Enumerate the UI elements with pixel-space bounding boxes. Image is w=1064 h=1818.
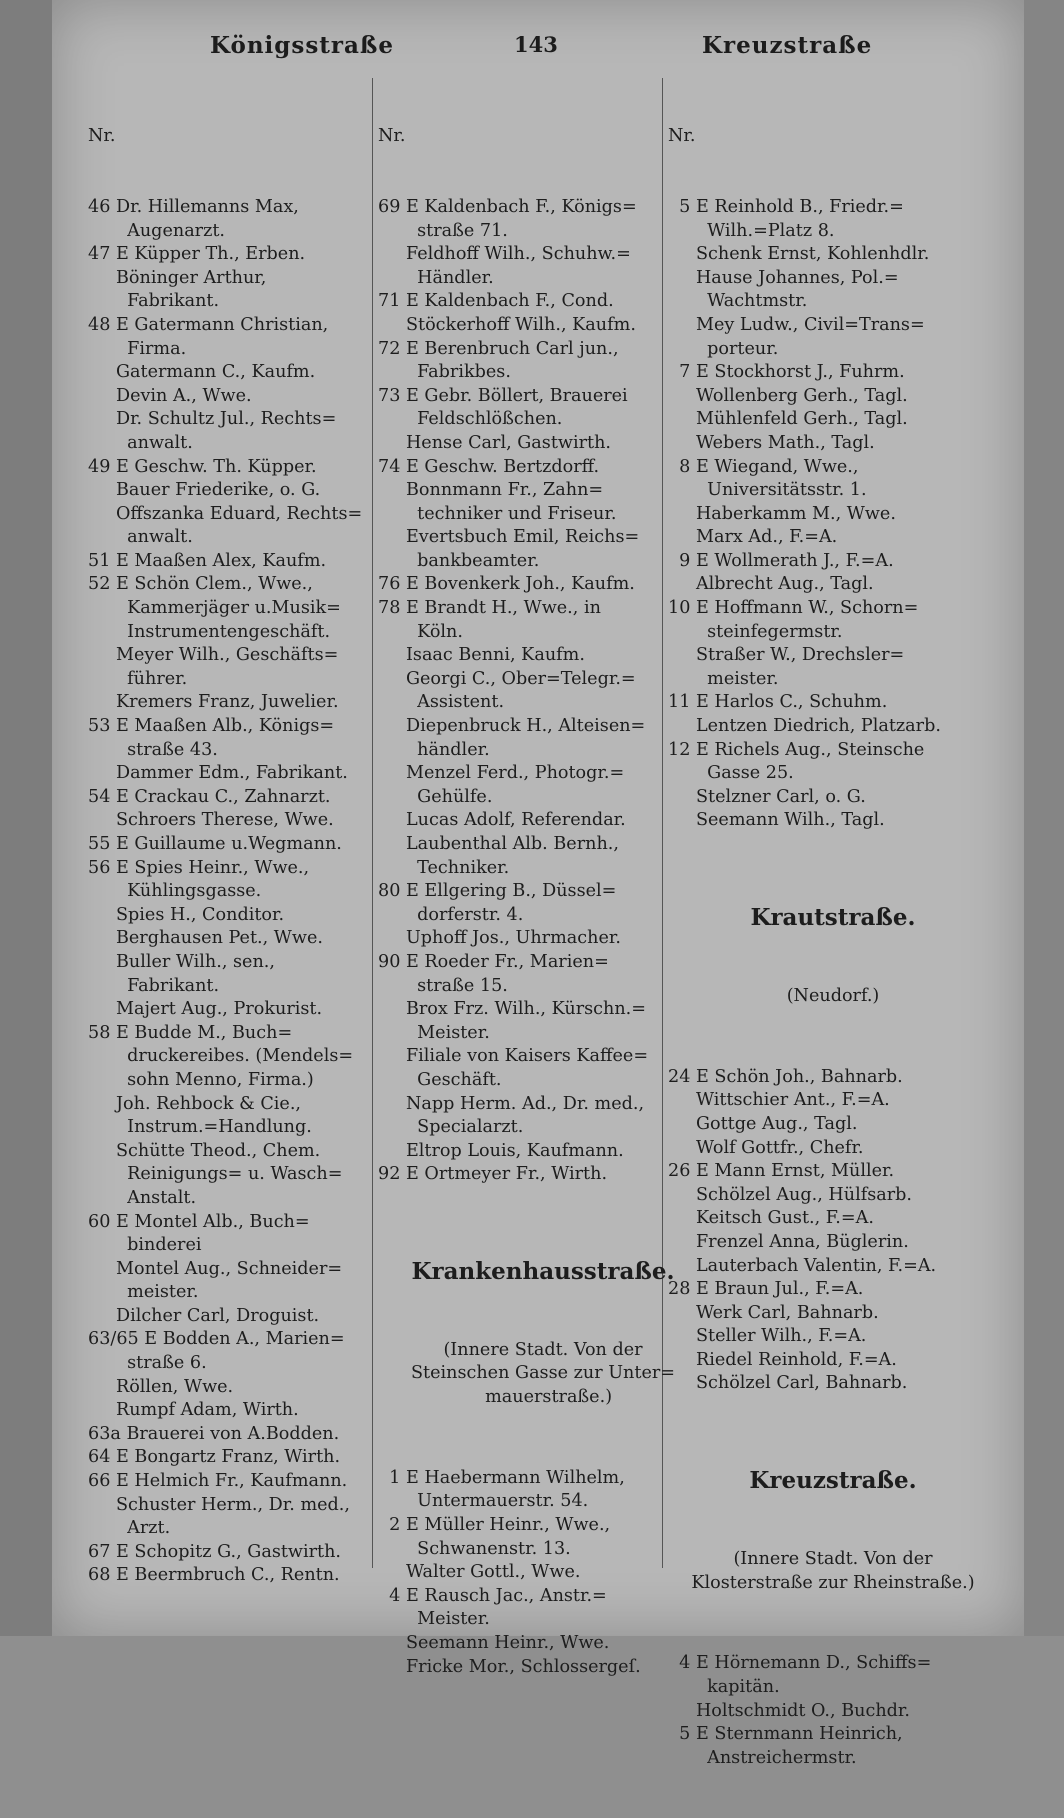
directory-entry-line: Wilh.=Platz 8.	[668, 220, 835, 241]
directory-entry-line: Filiale von Kaisers Kaffee=	[378, 1046, 649, 1067]
column-3	[668, 78, 998, 1818]
directory-entry-line: Gatermann C., Kaufm.	[88, 362, 316, 383]
directory-entry-line: 46 Dr. Hillemanns Max,	[88, 196, 299, 217]
directory-entry-line: steinfegermstr.	[668, 621, 843, 642]
directory-entry-line: 66 E Helmich Fr., Kaufmann.	[88, 1471, 348, 1492]
section-subtitle: (Neudorf.)	[786, 985, 880, 1006]
directory-entry-line: Hause Johannes, Pol.=	[668, 267, 899, 288]
directory-entry-line: 7 E Stockhorst J., Fuhrm.	[668, 362, 905, 383]
directory-entry-line: Montel Aug., Schneider=	[88, 1258, 343, 1279]
directory-entry-line: 51 E Maaßen Alex, Kaufm.	[88, 550, 327, 571]
directory-entry-line: 54 E Crackau C., Zahnarzt.	[88, 786, 331, 807]
directory-entry-line: 48 E Gatermann Christian,	[88, 314, 329, 335]
directory-entry-line: 4 E Hörnemann D., Schiffs=	[668, 1653, 932, 1674]
document-page	[52, 0, 1024, 1768]
directory-entry-line: binderei	[88, 1235, 202, 1256]
directory-entry-line: Schwanenstr. 13.	[378, 1538, 571, 1559]
directory-entry-line: 55 E Guillaume u.Wegmann.	[88, 834, 342, 854]
directory-entry-line: 74 E Geschw. Bertzdorff.	[378, 456, 600, 477]
directory-entry-line: Webers Math., Tagl.	[668, 432, 875, 453]
directory-entry-line: Rumpf Adam, Wirth.	[88, 1400, 299, 1421]
directory-entry-line: Lauterbach Valentin, F.=A.	[668, 1255, 937, 1276]
section-title-kreuzstrasse: Kreuzstraße.	[749, 1467, 917, 1495]
directory-entry-line: 8 E Wiegand, Wwe.,	[668, 456, 859, 477]
directory-entry-line: 56 E Spies Heinr., Wwe.,	[88, 857, 310, 878]
directory-entry-line: 73 E Gebr. Böllert, Brauerei	[378, 385, 628, 406]
column-3-entries-b	[668, 1066, 998, 1396]
directory-entry-line: Steller Wilh., F.=A.	[668, 1326, 867, 1347]
nr-label: Nr.	[668, 126, 696, 147]
scan-edge-right	[1024, 0, 1064, 1636]
directory-entry-line: Schuster Herm., Dr. med.,	[88, 1494, 350, 1515]
directory-entry-line: 63/65 E Bodden A., Marien=	[88, 1329, 345, 1350]
page-number: 143	[514, 32, 558, 57]
directory-entry-line: Walter Gottl., Wwe.	[378, 1562, 581, 1583]
directory-entry-line: Menzel Ferd., Photogr.=	[378, 763, 625, 784]
directory-entry-line: Mühlenfeld Gerh., Tagl.	[668, 409, 908, 430]
directory-entry-line: 72 E Berenbruch Carl jun.,	[378, 338, 619, 359]
directory-entry-line: Dammer Edm., Fabrikant.	[88, 763, 348, 784]
directory-entry-line: 53 E Maaßen Alb., Königs=	[88, 716, 335, 737]
directory-entry-line: Firma.	[88, 338, 187, 359]
directory-entry-line: 58 E Budde M., Buch=	[88, 1022, 293, 1043]
directory-entry-line: Meister.	[378, 1022, 490, 1043]
directory-entry-line: Keitsch Gust., F.=A.	[668, 1208, 874, 1229]
nr-label: Nr.	[378, 126, 406, 147]
scan-edge-left	[0, 0, 52, 1636]
column-2	[378, 78, 708, 1726]
directory-entry-line: Arzt.	[88, 1518, 171, 1539]
directory-entry-line: Untermauerstr. 54.	[378, 1491, 589, 1512]
directory-entry-line: Fricke Mor., Schlossergeſ.	[378, 1656, 641, 1677]
section-title-krankenhausstrasse: Krankenhausstraße.	[411, 1258, 675, 1286]
directory-entry-line: Schroers Therese, Wwe.	[88, 810, 334, 831]
directory-entry-line: Wollenberg Gerh., Tagl.	[668, 385, 908, 406]
directory-entry-line: Händler.	[378, 267, 494, 288]
directory-entry-line: Techniker.	[378, 857, 510, 878]
directory-entry-line: 12 E Richels Aug., Steinsche	[668, 739, 925, 760]
directory-entry-line: Berghausen Pet., Wwe.	[88, 928, 323, 949]
directory-entry-line: meister.	[88, 1282, 199, 1303]
directory-entry-line: Straßer W., Drechsler=	[668, 645, 905, 666]
directory-entry-line: sohn Menno, Firma.)	[88, 1069, 314, 1090]
column-2-entries-b	[378, 1467, 708, 1679]
directory-entry-line: 64 E Bongartz Franz, Wirth.	[88, 1447, 341, 1468]
directory-entry-line: 5 E Sternmann Heinrich,	[668, 1724, 903, 1745]
directory-entry-line: Marx Ad., F.=A.	[668, 527, 838, 548]
directory-entry-line: 52 E Schön Clem., Wwe.,	[88, 574, 313, 595]
directory-entry-line: Albrecht Aug., Tagl.	[668, 574, 874, 595]
directory-entry-line: 4 E Rausch Jac., Anstr.=	[378, 1585, 607, 1606]
directory-entry-line: Mey Ludw., Civil=Trans=	[668, 314, 925, 335]
directory-entry-line: Röllen, Wwe.	[88, 1376, 234, 1397]
directory-entry-line: Spies H., Conditor.	[88, 904, 285, 925]
directory-entry-line: Seemann Heinr., Wwe.	[378, 1633, 610, 1653]
directory-entry-line: Joh. Rehbock & Cie.,	[88, 1093, 302, 1114]
directory-entry-line: Offszanka Eduard, Rechts=	[88, 503, 363, 524]
directory-entry-line: Instrumentengeschäft.	[88, 621, 331, 642]
directory-entry-line: techniker und Friseur.	[378, 503, 617, 524]
directory-entry-line: Augenarzt.	[88, 220, 226, 241]
directory-entry-line: 2 E Müller Heinr., Wwe.,	[378, 1515, 611, 1536]
directory-entry-line: Instrum.=Handlung.	[88, 1117, 312, 1138]
directory-entry-line: Werk Carl, Bahnarb.	[668, 1302, 879, 1323]
header-left-street: Königsstraße	[210, 32, 395, 59]
directory-entry-line: Wittschier Ant., F.=A.	[668, 1090, 890, 1111]
directory-entry-line: Riedel Reinhold, F.=A.	[668, 1349, 897, 1370]
directory-entry-line: 9 E Wollmerath J., F.=A.	[668, 550, 894, 571]
directory-entry-line: Böninger Arthur,	[88, 267, 267, 288]
directory-entry-line: Dilcher Carl, Droguist.	[88, 1305, 320, 1326]
directory-entry-line: Devin A., Wwe.	[88, 385, 252, 406]
directory-entry-line: straße 6.	[88, 1353, 207, 1374]
directory-entry-line: händler.	[378, 739, 490, 760]
directory-entry-line: Diepenbruck H., Alteisen=	[378, 716, 646, 737]
header-right-street: Kreuzstraße	[702, 32, 873, 59]
directory-entry-line: Kühlingsgasse.	[88, 881, 262, 902]
directory-entry-line: 68 E Beermbruch C., Rentn.	[88, 1565, 340, 1586]
directory-entry-line: meister.	[668, 668, 779, 689]
directory-entry-line: Anstalt.	[88, 1187, 197, 1208]
section-subtitle: (Innere Stadt. Von der Steinschen Gasse zur Unter= mauerstraße.)	[410, 1339, 676, 1408]
directory-entry-line: Stöckerhoff Wilh., Kaufm.	[378, 314, 636, 335]
directory-entry-line: Gehülfe.	[378, 786, 493, 807]
directory-entry-line: porteur.	[668, 338, 779, 359]
directory-entry-line: 11 E Harlos C., Schuhm.	[668, 692, 888, 713]
directory-entry-line: 24 E Schön Joh., Bahnarb.	[668, 1066, 903, 1087]
directory-entry-line: Fabrikant.	[88, 975, 220, 996]
directory-entry-line: 76 E Bovenkerk Joh., Kaufm.	[378, 574, 635, 595]
directory-entry-line: 90 E Roeder Fr., Marien=	[378, 951, 609, 972]
directory-entry-line: 1 E Haebermann Wilhelm,	[378, 1467, 625, 1488]
directory-entry-line: anwalt.	[88, 432, 193, 453]
directory-entry-line: 5 E Reinhold B., Friedr.=	[668, 196, 904, 217]
directory-entry-line: Lentzen Diedrich, Platzarb.	[668, 716, 941, 737]
directory-entry-line: Anstreichermstr.	[668, 1747, 857, 1768]
directory-entry-line: straße 43.	[88, 739, 218, 760]
column-1-entries	[88, 196, 418, 1588]
directory-entry-line: Fabrikbes.	[378, 362, 511, 383]
directory-entry-line: Haberkamm M., Wwe.	[668, 503, 896, 524]
directory-entry-line: Majert Aug., Prokurist.	[88, 999, 323, 1020]
directory-entry-line: 69 E Kaldenbach F., Königs=	[378, 196, 637, 217]
directory-entry-line: kapitän.	[668, 1677, 780, 1697]
directory-entry-line: Fabrikant.	[88, 291, 220, 312]
directory-entry-line: dorferstr. 4.	[378, 904, 524, 925]
section-subtitle: (Innere Stadt. Von der Klosterstraße zur Rheinstraße.)	[691, 1549, 975, 1593]
directory-entry-line: Gasse 25.	[668, 763, 794, 784]
directory-entry-line: Meister.	[378, 1609, 490, 1630]
directory-entry-line: Feldschlößchen.	[378, 409, 563, 430]
directory-entry-line: 71 E Kaldenbach F., Cond.	[378, 291, 614, 312]
directory-entry-line: Evertsbuch Emil, Reichs=	[378, 527, 640, 548]
directory-entry-line: Schölzel Aug., Hülfsarb.	[668, 1184, 912, 1205]
directory-entry-line: Wachtmstr.	[668, 291, 808, 312]
directory-entry-line: Geschäft.	[378, 1069, 502, 1090]
column-3-entries-a	[668, 196, 998, 833]
directory-entry-line: Feldhoff Wilh., Schuhw.=	[378, 244, 631, 265]
directory-entry-line: führer.	[88, 668, 188, 689]
directory-entry-line: 49 E Geschw. Th. Küpper.	[88, 456, 317, 477]
directory-entry-line: Kremers Franz, Juwelier.	[88, 692, 339, 713]
directory-entry-line: Bonnmann Fr., Zahn=	[378, 480, 604, 501]
directory-entry-line: Stelzner Carl, o. G.	[668, 786, 866, 807]
directory-entry-line: Schenk Ernst, Kohlenhdlr.	[668, 244, 930, 265]
nr-label: Nr.	[88, 126, 116, 147]
directory-entry-line: Napp Herm. Ad., Dr. med.,	[378, 1093, 645, 1114]
directory-entry-line: Schölzel Carl, Bahnarb.	[668, 1373, 908, 1394]
directory-entry-line: Brox Frz. Wilh., Kürschn.=	[378, 999, 646, 1020]
directory-entry-line: 92 E Ortmeyer Fr., Wirth.	[378, 1164, 608, 1185]
directory-entry-line: Hense Carl, Gastwirth.	[378, 432, 611, 453]
section-title-krautstrasse: Krautstraße.	[750, 904, 916, 932]
directory-entry-line: straße 71.	[378, 220, 508, 241]
page-header	[52, 28, 1024, 68]
directory-entry-line: Laubenthal Alb. Bernh.,	[378, 834, 619, 854]
directory-entry-line: Lucas Adolf, Referendar.	[378, 810, 626, 831]
directory-entry-line: Wolf Gottfr., Chefr.	[668, 1137, 864, 1158]
column-2-entries-a	[378, 196, 708, 1187]
directory-entry-line: Meyer Wilh., Geschäfts=	[88, 645, 339, 666]
column-3-entries-c	[668, 1652, 998, 1770]
directory-entry-line: Specialarzt.	[378, 1117, 524, 1138]
directory-entry-line: anwalt.	[88, 527, 193, 548]
directory-entry-line: Assistent.	[378, 692, 505, 713]
directory-entry-line: Bauer Friederike, o. G.	[88, 480, 321, 501]
directory-entry-line: Buller Wilh., sen.,	[88, 951, 275, 972]
directory-entry-line: druckereibes. (Mendels=	[88, 1046, 354, 1067]
directory-entry-line: Seemann Wilh., Tagl.	[668, 810, 885, 831]
directory-entry-line: 60 E Montel Alb., Buch=	[88, 1211, 310, 1232]
directory-entry-line: straße 15.	[378, 975, 508, 996]
directory-entry-line: Dr. Schultz Jul., Rechts=	[88, 409, 337, 430]
directory-entry-line: 67 E Schopitz G., Gastwirth.	[88, 1541, 342, 1562]
directory-entry-line: Georgi C., Ober=Telegr.=	[378, 668, 636, 689]
directory-entry-line: Uphoff Jos., Uhrmacher.	[378, 928, 621, 949]
directory-entry-line: Schütte Theod., Chem.	[88, 1140, 321, 1161]
directory-entry-line: 47 E Küpper Th., Erben.	[88, 244, 306, 265]
directory-entry-line: Isaac Benni, Kaufm.	[378, 645, 585, 666]
directory-entry-line: 26 E Mann Ernst, Müller.	[668, 1161, 895, 1182]
directory-entry-line: 80 E Ellgering B., Düssel=	[378, 881, 617, 902]
directory-entry-line: Universitätsstr. 1.	[668, 480, 867, 501]
directory-entry-line: 78 E Brandt H., Wwe., in	[378, 598, 601, 619]
directory-entry-line: Kammerjäger u.Musik=	[88, 598, 341, 619]
directory-entry-line: Reinigungs= u. Wasch=	[88, 1164, 343, 1185]
directory-entry-line: 63a Brauerei von A.Bodden.	[88, 1423, 340, 1444]
directory-entry-line: bankbeamter.	[378, 550, 540, 571]
directory-entry-line: Köln.	[378, 621, 463, 642]
directory-entry-line: 10 E Hoffmann W., Schorn=	[668, 598, 919, 619]
column-1	[88, 78, 418, 1635]
directory-entry-line: Holtschmidt O., Buchdr.	[668, 1700, 910, 1721]
directory-entry-line: Gottge Aug., Tagl.	[668, 1113, 858, 1134]
directory-entry-line: 28 E Braun Jul., F.=A.	[668, 1279, 864, 1300]
directory-entry-line: Eltrop Louis, Kaufmann.	[378, 1140, 624, 1161]
directory-entry-line: Frenzel Anna, Büglerin.	[668, 1231, 909, 1252]
